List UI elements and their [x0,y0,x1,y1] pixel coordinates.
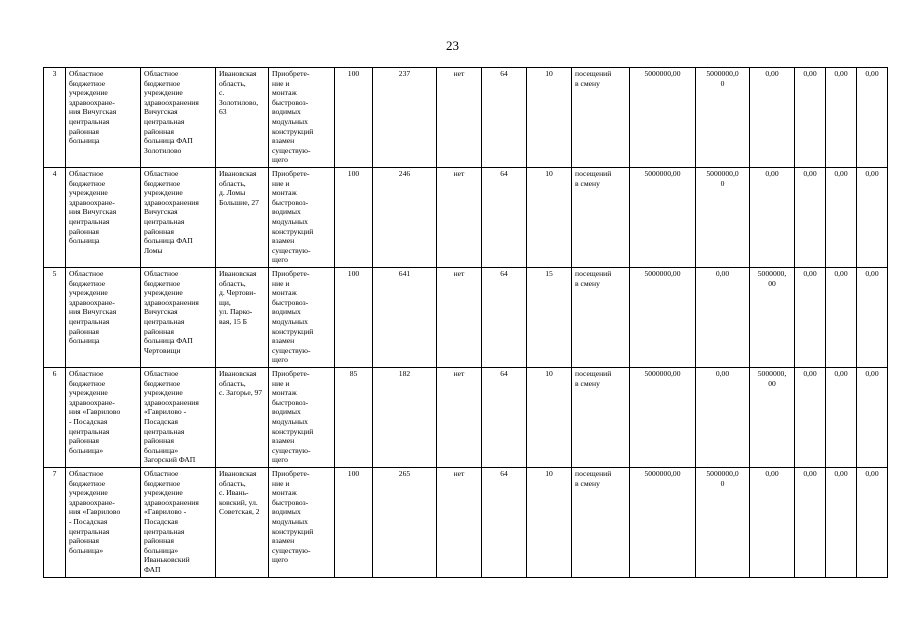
facilities-table [43,67,888,578]
amount-cell: 0,00 [795,268,826,368]
value-cell: 64 [482,368,527,468]
organization-cell: Областное бюджетное учреждение здравоохране- ния Вичугская центральная районная больница [66,68,141,168]
unit-cell: посещений в смену [572,368,630,468]
amount-cell: 0,00 [857,468,888,578]
value-cell: 85 [335,368,373,468]
facility-cell: Областное бюджетное учреждение здравоохранения «Гаврилово - Посадская центральная районная больница» Иваньковский ФАП [141,468,216,578]
amount-cell: 0,00 [857,168,888,268]
amount-cell: 5000000,00 [630,168,696,268]
amount-cell: 5000000,0 0 [696,168,750,268]
facility-cell: Областное бюджетное учреждение здравоохранения Вичугская центральная районная больница ФАП Золотилово [141,68,216,168]
amount-cell: 5000000,0 0 [696,468,750,578]
facility-cell: Областное бюджетное учреждение здравоохранения «Гаврилово - Посадская центральная районная больница» Загорский ФАП [141,368,216,468]
amount-cell: 5000000,00 [630,468,696,578]
amount-cell: 5000000,00 [630,68,696,168]
value-cell: нет [437,468,482,578]
value-cell: 100 [335,68,373,168]
address-cell: Ивановская область, с. Ивань- ковский, ул. Советская, 2 [216,468,269,578]
address-cell: Ивановская область, д. Чертови- щи, ул. Парко- вая, 15 Б [216,268,269,368]
amount-cell: 0,00 [795,368,826,468]
organization-cell: Областное бюджетное учреждение здравоохране- ния Вичугская центральная районная больница [66,268,141,368]
amount-cell: 0,00 [750,468,795,578]
amount-cell: 0,00 [826,368,857,468]
value-cell: 64 [482,168,527,268]
value-cell: 10 [527,68,572,168]
organization-cell: Областное бюджетное учреждение здравоохране- ния Вичугская центральная районная больница [66,168,141,268]
value-cell: 64 [482,468,527,578]
work-type-cell: Приобрете- ние и монтаж быстровоз- водимых модульных конструкций взамен существую- щего [269,468,335,578]
value-cell: 15 [527,268,572,368]
organization-cell: Областное бюджетное учреждение здравоохране- ния «Гаврилово - Посадская центральная районная больница» [66,368,141,468]
value-cell: 100 [335,168,373,268]
work-type-cell: Приобрете- ние и монтаж быстровоз- водимых модульных конструкций взамен существую- щего [269,368,335,468]
amount-cell: 0,00 [795,168,826,268]
amount-cell: 5000000,0 0 [696,68,750,168]
unit-cell: посещений в смену [572,268,630,368]
amount-cell: 0,00 [826,68,857,168]
value-cell: 182 [373,368,437,468]
table-row [44,368,888,468]
amount-cell: 0,00 [750,168,795,268]
value-cell: 10 [527,168,572,268]
amount-cell: 5000000, 00 [750,268,795,368]
address-cell: Ивановская область, д. Ломы Большие, 27 [216,168,269,268]
address-cell: Ивановская область, с. Золотилово, 63 [216,68,269,168]
row-number: 7 [44,468,66,578]
amount-cell: 0,00 [795,68,826,168]
value-cell: нет [437,168,482,268]
value-cell: 246 [373,168,437,268]
row-number: 5 [44,268,66,368]
value-cell: нет [437,268,482,368]
address-cell: Ивановская область, с. Загорье, 97 [216,368,269,468]
value-cell: нет [437,368,482,468]
value-cell: 641 [373,268,437,368]
value-cell: 64 [482,68,527,168]
table-row [44,168,888,268]
work-type-cell: Приобрете- ние и монтаж быстровоз- водимых модульных конструкций взамен существую- щего [269,68,335,168]
organization-cell: Областное бюджетное учреждение здравоохране- ния «Гаврилово - Посадская центральная районная больница» [66,468,141,578]
amount-cell: 0,00 [750,68,795,168]
value-cell: 100 [335,468,373,578]
value-cell: 10 [527,468,572,578]
value-cell: 10 [527,368,572,468]
value-cell: 64 [482,268,527,368]
row-number: 3 [44,68,66,168]
row-number: 6 [44,368,66,468]
facility-cell: Областное бюджетное учреждение здравоохранения Вичугская центральная районная больница ФАП Ломы [141,168,216,268]
value-cell: нет [437,68,482,168]
unit-cell: посещений в смену [572,68,630,168]
value-cell: 100 [335,268,373,368]
work-type-cell: Приобрете- ние и монтаж быстровоз- водимых модульных конструкций взамен существую- щего [269,168,335,268]
amount-cell: 0,00 [857,268,888,368]
amount-cell: 5000000,00 [630,368,696,468]
unit-cell: посещений в смену [572,468,630,578]
table-row [44,468,888,578]
table-row [44,68,888,168]
amount-cell: 5000000, 00 [750,368,795,468]
amount-cell: 0,00 [857,68,888,168]
value-cell: 265 [373,468,437,578]
row-number: 4 [44,168,66,268]
amount-cell: 0,00 [826,168,857,268]
amount-cell: 0,00 [826,468,857,578]
unit-cell: посещений в смену [572,168,630,268]
work-type-cell: Приобрете- ние и монтаж быстровоз- водимых модульных конструкций взамен существую- щего [269,268,335,368]
amount-cell: 0,00 [795,468,826,578]
value-cell: 237 [373,68,437,168]
page-number: 23 [446,38,459,53]
amount-cell: 0,00 [696,368,750,468]
amount-cell: 0,00 [826,268,857,368]
facility-cell: Областное бюджетное учреждение здравоохранения Вичугская центральная районная больница ФАП Чертовищи [141,268,216,368]
amount-cell: 0,00 [857,368,888,468]
amount-cell: 0,00 [696,268,750,368]
amount-cell: 5000000,00 [630,268,696,368]
table-row [44,268,888,368]
